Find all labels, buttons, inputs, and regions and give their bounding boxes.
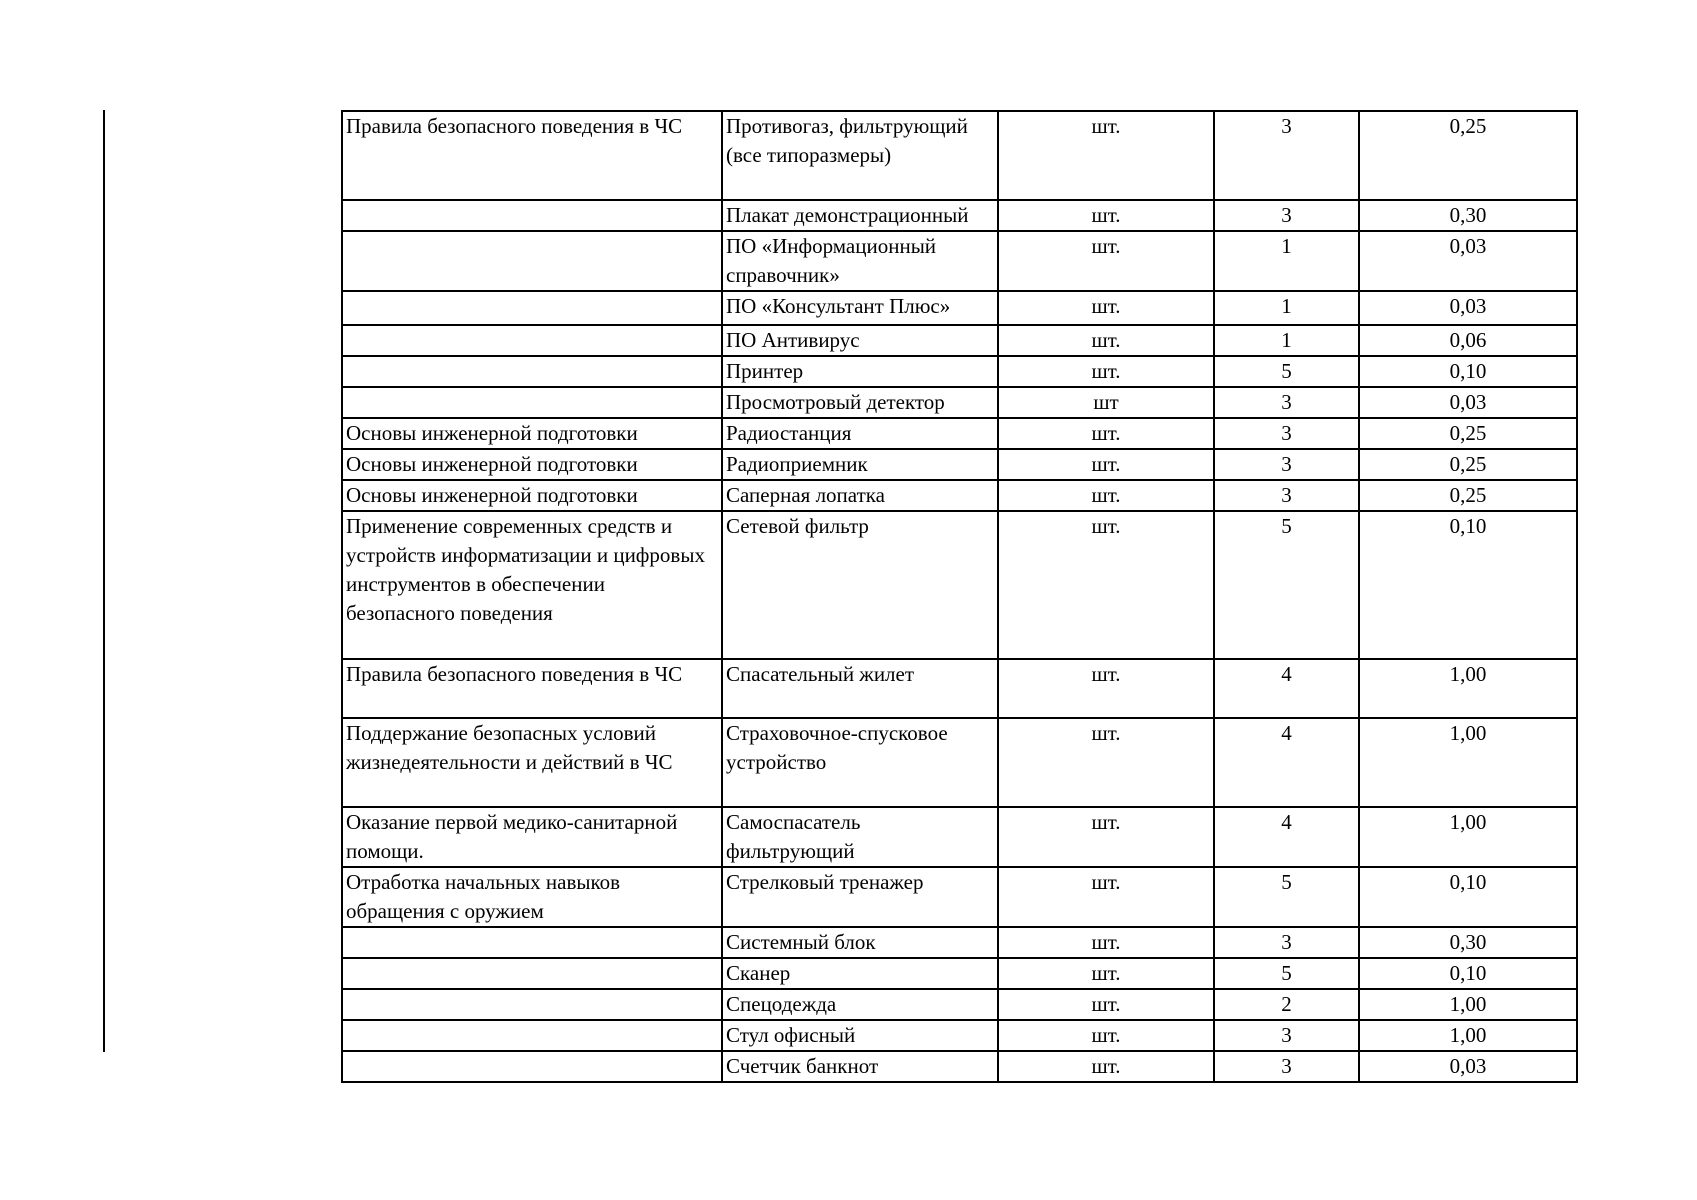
quantity-cell: 4 — [1214, 659, 1359, 718]
topic-cell: Основы инженерной подготовки — [342, 449, 722, 480]
topic-cell — [342, 927, 722, 958]
value-cell: 0,30 — [1359, 200, 1577, 231]
topic-cell — [342, 291, 722, 325]
unit-cell: шт. — [998, 927, 1214, 958]
item-cell: ПО «Консультант Плюс» — [722, 291, 998, 325]
unit-cell: шт. — [998, 718, 1214, 807]
quantity-cell: 3 — [1214, 200, 1359, 231]
value-cell: 1,00 — [1359, 659, 1577, 718]
item-cell: Радиоприемник — [722, 449, 998, 480]
value-cell: 0,03 — [1359, 1051, 1577, 1082]
topic-cell: Применение современных средств и устройств информатизации и цифровых инструментов в обеспечении безопасного поведения — [342, 511, 722, 659]
quantity-cell: 3 — [1214, 480, 1359, 511]
unit-cell: шт. — [998, 356, 1214, 387]
quantity-cell: 1 — [1214, 231, 1359, 291]
table-row — [342, 356, 1577, 387]
quantity-cell: 3 — [1214, 111, 1359, 200]
value-cell: 0,25 — [1359, 480, 1577, 511]
item-cell: Спецодежда — [722, 989, 998, 1020]
value-cell: 1,00 — [1359, 807, 1577, 867]
unit-cell: шт. — [998, 200, 1214, 231]
item-cell: Плакат демонстрационный — [722, 200, 998, 231]
value-cell: 0,10 — [1359, 511, 1577, 659]
quantity-cell: 1 — [1214, 291, 1359, 325]
unit-cell: шт. — [998, 659, 1214, 718]
unit-cell: шт. — [998, 511, 1214, 659]
table-row — [342, 989, 1577, 1020]
item-cell: Принтер — [722, 356, 998, 387]
topic-cell: Поддержание безопасных условий жизнедеятельности и действий в ЧС — [342, 718, 722, 807]
table-row — [342, 480, 1577, 511]
value-cell: 0,10 — [1359, 356, 1577, 387]
table-row — [342, 867, 1577, 927]
topic-cell — [342, 1020, 722, 1051]
topic-cell — [342, 387, 722, 418]
table-row — [342, 659, 1577, 718]
unit-cell: шт. — [998, 325, 1214, 356]
quantity-cell: 3 — [1214, 927, 1359, 958]
value-cell: 0,30 — [1359, 927, 1577, 958]
equipment-table — [341, 110, 1578, 1083]
item-cell: Стрелковый тренажер — [722, 867, 998, 927]
table-row — [342, 718, 1577, 807]
value-cell: 0,10 — [1359, 867, 1577, 927]
table-row — [342, 511, 1577, 659]
quantity-cell: 2 — [1214, 989, 1359, 1020]
quantity-cell: 5 — [1214, 511, 1359, 659]
table-row — [342, 387, 1577, 418]
value-cell: 1,00 — [1359, 718, 1577, 807]
unit-cell: шт. — [998, 231, 1214, 291]
unit-cell: шт. — [998, 958, 1214, 989]
item-cell: Противогаз, фильтрующий (все типоразмеры) — [722, 111, 998, 200]
quantity-cell: 5 — [1214, 958, 1359, 989]
item-cell: Сканер — [722, 958, 998, 989]
topic-cell: Отработка начальных навыков обращения с оружием — [342, 867, 722, 927]
unit-cell: шт. — [998, 449, 1214, 480]
quantity-cell: 5 — [1214, 867, 1359, 927]
item-cell: Системный блок — [722, 927, 998, 958]
value-cell: 1,00 — [1359, 989, 1577, 1020]
topic-cell — [342, 200, 722, 231]
unit-cell: шт. — [998, 291, 1214, 325]
table-row — [342, 927, 1577, 958]
unit-cell: шт. — [998, 480, 1214, 511]
table-row — [342, 958, 1577, 989]
table-row — [342, 200, 1577, 231]
value-cell: 0,03 — [1359, 387, 1577, 418]
topic-cell: Основы инженерной подготовки — [342, 480, 722, 511]
topic-cell: Оказание первой медико-санитарной помощи. — [342, 807, 722, 867]
value-cell: 0,06 — [1359, 325, 1577, 356]
value-cell: 0,10 — [1359, 958, 1577, 989]
table-row — [342, 449, 1577, 480]
page-margin-line — [103, 110, 105, 1052]
value-cell: 0,03 — [1359, 291, 1577, 325]
table-row — [342, 325, 1577, 356]
topic-cell — [342, 231, 722, 291]
quantity-cell: 3 — [1214, 387, 1359, 418]
item-cell: Спасательный жилет — [722, 659, 998, 718]
quantity-cell: 5 — [1214, 356, 1359, 387]
value-cell: 0,25 — [1359, 111, 1577, 200]
value-cell: 0,03 — [1359, 231, 1577, 291]
unit-cell: шт. — [998, 867, 1214, 927]
item-cell: ПО Антивирус — [722, 325, 998, 356]
table-row — [342, 807, 1577, 867]
topic-cell — [342, 356, 722, 387]
unit-cell: шт. — [998, 1020, 1214, 1051]
item-cell: Сетевой фильтр — [722, 511, 998, 659]
quantity-cell: 1 — [1214, 325, 1359, 356]
topic-cell — [342, 1051, 722, 1082]
unit-cell: шт. — [998, 418, 1214, 449]
table-row — [342, 231, 1577, 291]
value-cell: 0,25 — [1359, 418, 1577, 449]
item-cell: Просмотровый детектор — [722, 387, 998, 418]
quantity-cell: 3 — [1214, 449, 1359, 480]
unit-cell: шт. — [998, 807, 1214, 867]
topic-cell: Основы инженерной подготовки — [342, 418, 722, 449]
value-cell: 1,00 — [1359, 1020, 1577, 1051]
table-row — [342, 111, 1577, 200]
item-cell: Счетчик банкнот — [722, 1051, 998, 1082]
quantity-cell: 3 — [1214, 1051, 1359, 1082]
unit-cell: шт. — [998, 1051, 1214, 1082]
topic-cell — [342, 989, 722, 1020]
topic-cell — [342, 958, 722, 989]
item-cell: Страховочное-спусковое устройство — [722, 718, 998, 807]
unit-cell: шт. — [998, 111, 1214, 200]
topic-cell: Правила безопасного поведения в ЧС — [342, 659, 722, 718]
unit-cell: шт — [998, 387, 1214, 418]
unit-cell: шт. — [998, 989, 1214, 1020]
topic-cell: Правила безопасного поведения в ЧС — [342, 111, 722, 200]
topic-cell — [342, 325, 722, 356]
quantity-cell: 4 — [1214, 807, 1359, 867]
quantity-cell: 3 — [1214, 1020, 1359, 1051]
table-row — [342, 1051, 1577, 1082]
table-row — [342, 1020, 1577, 1051]
item-cell: Радиостанция — [722, 418, 998, 449]
value-cell: 0,25 — [1359, 449, 1577, 480]
item-cell: Стул офисный — [722, 1020, 998, 1051]
quantity-cell: 4 — [1214, 718, 1359, 807]
table-row — [342, 291, 1577, 325]
item-cell: Самоспасатель фильтрующий — [722, 807, 998, 867]
item-cell: ПО «Информационный справочник» — [722, 231, 998, 291]
table-row — [342, 418, 1577, 449]
item-cell: Саперная лопатка — [722, 480, 998, 511]
quantity-cell: 3 — [1214, 418, 1359, 449]
